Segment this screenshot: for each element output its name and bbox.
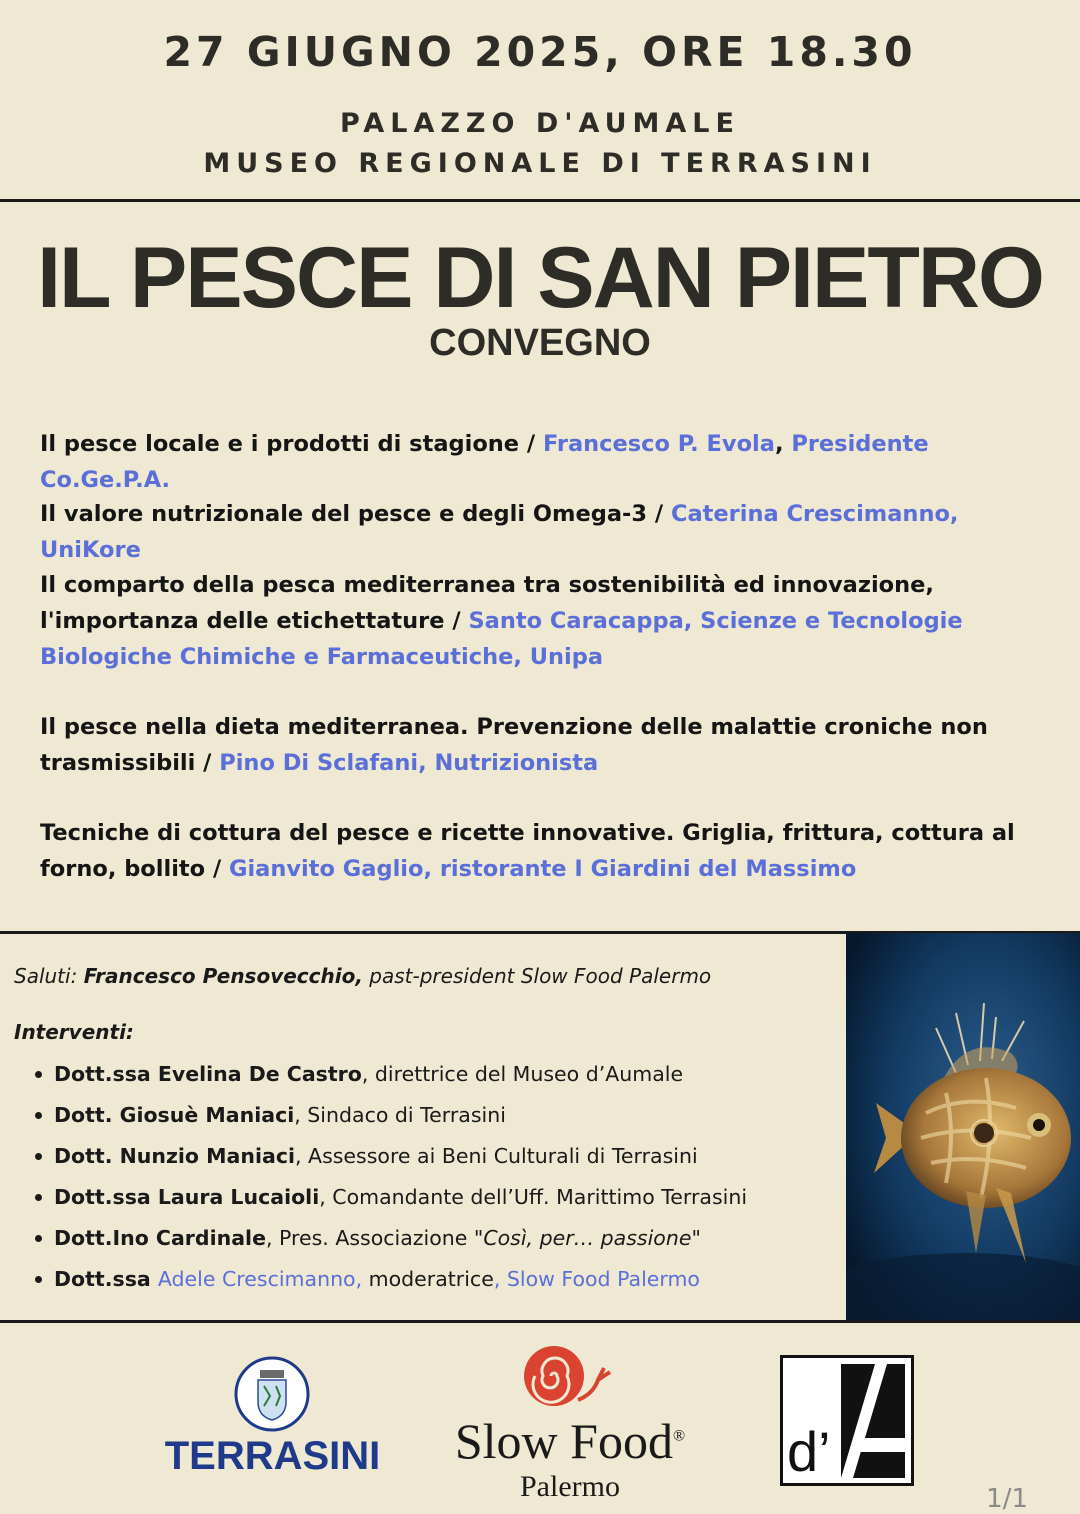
list-item	[54, 1264, 846, 1305]
terrasini-wordmark: TERRASINI	[164, 1434, 381, 1478]
intervention-role: , Sindaco di Terrasini	[294, 1103, 506, 1127]
talk-speaker: Caterina Crescimanno, UniKore	[40, 501, 959, 563]
list-item	[54, 1182, 846, 1223]
intervention-name: Dott. Nunzio Maniaci	[54, 1144, 296, 1168]
talk-item	[40, 426, 1060, 498]
intervention-name: Dott.ssa	[54, 1267, 158, 1291]
list-item	[54, 1141, 846, 1182]
talk-separator: ,	[774, 431, 792, 457]
page-subtitle: CONVEGNO	[429, 322, 651, 364]
intervention-name: Dott. Giosuè Maniaci	[54, 1103, 295, 1127]
intervention-role: , Assessore ai Beni Culturali di Terrasini	[295, 1144, 698, 1168]
intervention-role: moderatrice	[362, 1267, 494, 1291]
venue-name: PALAZZO D'AUMALE	[340, 108, 740, 139]
talk-speaker: Santo Caracappa, Scienze e Tecnologie Biologiche Chimiche e Farmaceutiche, Unipa	[40, 608, 963, 670]
intervention-name: Dott.ssa Evelina De Castro	[54, 1062, 362, 1086]
talk-topic: Il pesce locale e i prodotti di stagione /	[40, 431, 543, 457]
talk-speaker: Francesco P. Evola	[542, 431, 775, 457]
intervention-moderator-name: Adele Crescimanno,	[157, 1267, 363, 1291]
talk-speaker-role: Presidente Co.Ge.P.A.	[40, 431, 929, 493]
terrasini-crest-icon	[234, 1356, 310, 1432]
intervention-quote-end: "	[691, 1226, 701, 1250]
interventions-label: Interventi:	[14, 1020, 134, 1044]
intervention-role: , Comandante dell’Uff. Marittimo Terrasini	[319, 1185, 748, 1209]
slowfood-name: Slow Food	[454, 1413, 673, 1469]
list-item	[54, 1059, 846, 1100]
talk-topic: Il pesce nella dieta mediterranea. Prevenzione delle malattie croniche non trasmissibili /	[40, 714, 988, 776]
greetings-line	[14, 964, 844, 988]
greetings-name: Francesco Pensovecchio,	[83, 964, 363, 988]
list-item	[54, 1223, 846, 1264]
talk-item	[40, 496, 1060, 568]
slowfood-wordmark	[430, 1412, 710, 1470]
snail-icon	[518, 1342, 618, 1414]
terrasini-logo	[160, 1356, 385, 1486]
museo-d-letter: d’	[787, 1420, 831, 1483]
slowfood-logo	[430, 1340, 710, 1510]
john-dory-fish-image	[846, 933, 1080, 1320]
divider-top	[0, 199, 1080, 202]
talk-topic: Tecniche di cottura del pesce e ricette innovative. Griglia, frittura, cottura al forno, bollito /	[40, 820, 1015, 882]
talk-item	[40, 815, 1030, 887]
intervention-name: Dott.Ino Cardinale	[54, 1226, 266, 1250]
venue-museum: MUSEO REGIONALE DI TERRASINI	[203, 148, 877, 179]
intervention-org: , Slow Food Palermo	[493, 1267, 700, 1291]
talk-topic: Il valore nutrizionale del pesce e degli Omega-3 /	[40, 501, 671, 527]
interventions-list	[16, 1059, 846, 1305]
page-indicator: 1/1	[986, 1484, 1028, 1514]
page-title: IL PESCE DI SAN PIETRO	[37, 230, 1043, 326]
talk-speaker: Gianvito Gaglio, ristorante I Giardini del Massimo	[229, 856, 857, 882]
intervention-role: , direttrice del Museo d’Aumale	[361, 1062, 684, 1086]
intervention-role: , Pres. Associazione "	[265, 1226, 484, 1250]
fish-photo	[846, 933, 1080, 1320]
talk-item	[40, 709, 1030, 781]
museo-daumale-logo	[780, 1355, 914, 1486]
intervention-association: Così, per… passione	[483, 1226, 692, 1250]
greetings-role: past-president Slow Food Palermo	[362, 964, 712, 988]
talk-topic: Il comparto della pesca mediterranea tra sostenibilità ed innovazione, l'importanza delle etichettature /	[40, 572, 934, 634]
registered-mark: ®	[672, 1427, 686, 1445]
intervention-name: Dott.ssa Laura Lucaioli	[54, 1185, 320, 1209]
talk-speaker: Pino Di Sclafani, Nutrizionista	[219, 750, 599, 776]
event-date: 27 GIUGNO 2025, ORE 18.30	[163, 28, 917, 76]
talk-item	[40, 567, 1000, 675]
list-item	[54, 1100, 846, 1141]
slowfood-city: Palermo	[520, 1470, 620, 1503]
divider-bottom	[0, 1320, 1080, 1323]
greetings-label: Saluti:	[14, 964, 84, 988]
